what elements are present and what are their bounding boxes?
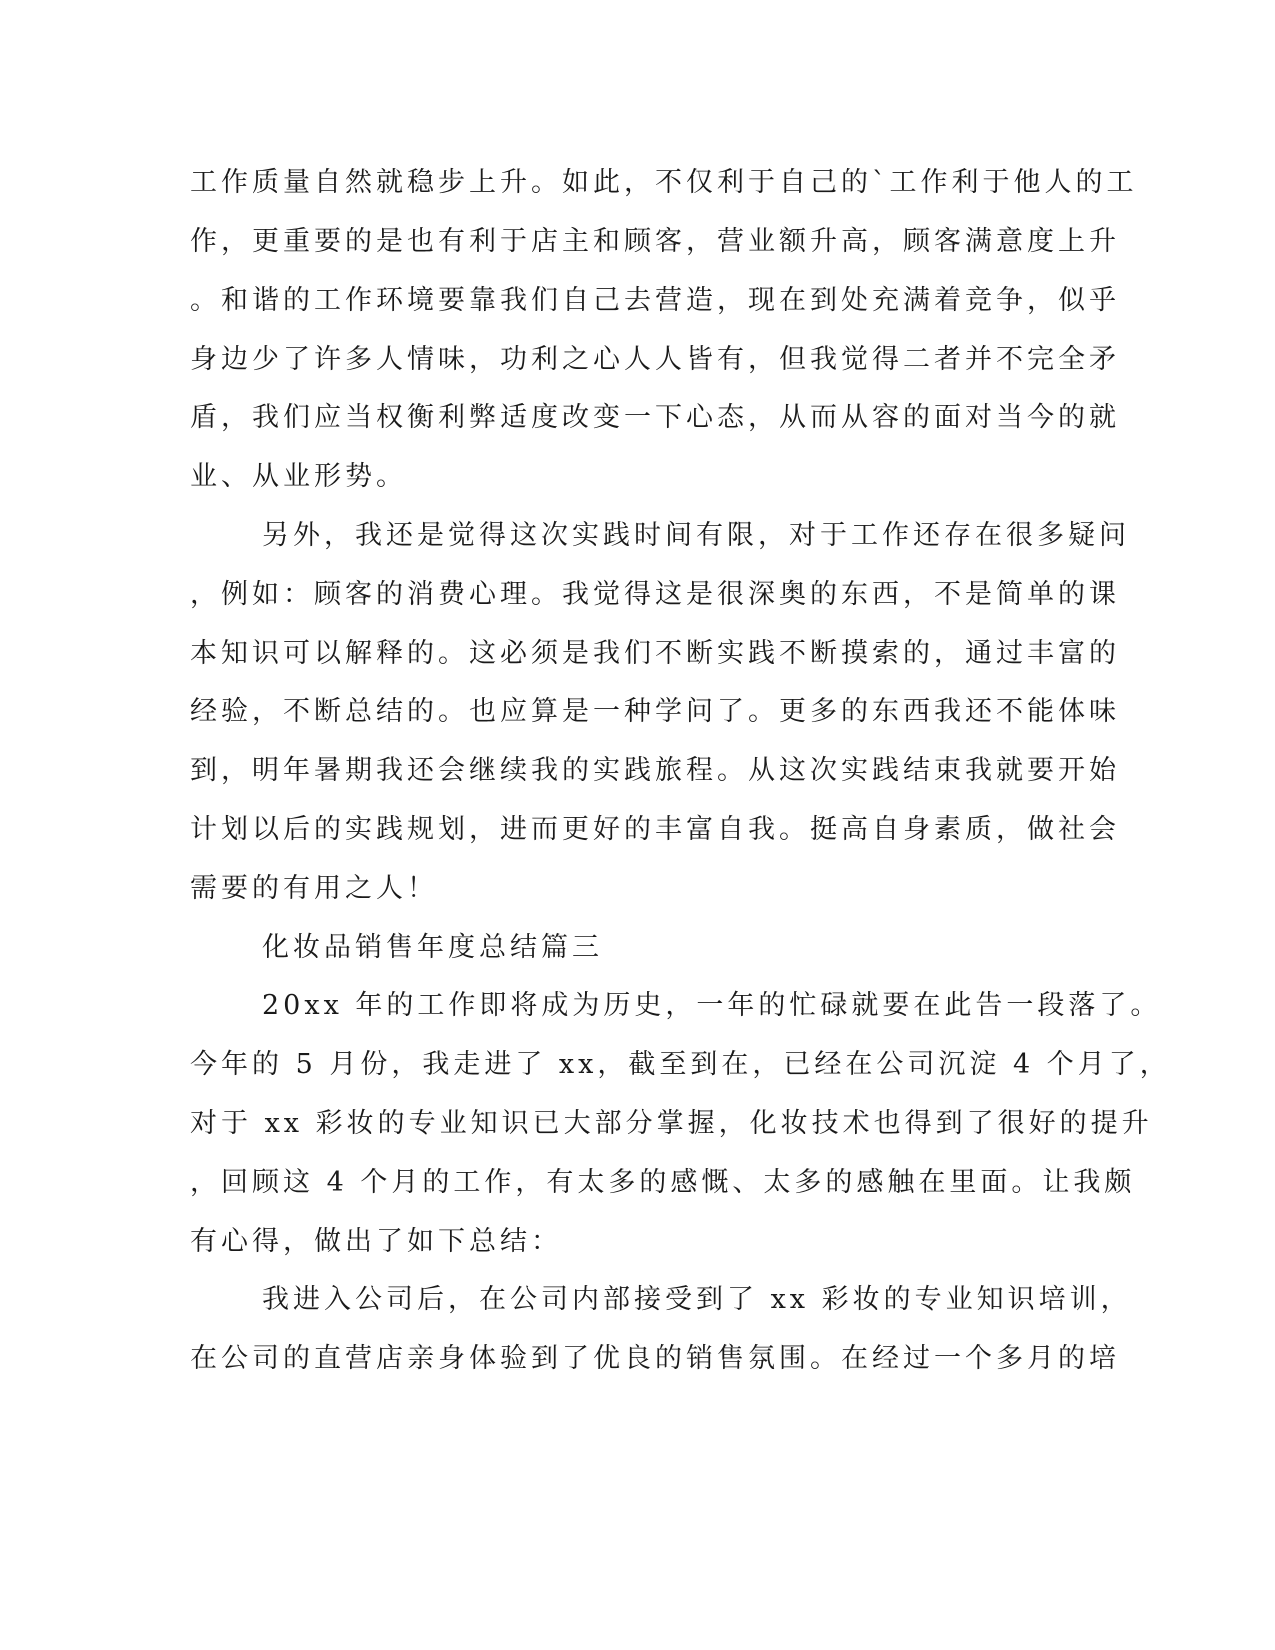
text-line: 本知识可以解释的。这必须是我们不断实践不断摸索的，通过丰富的 [190,638,1120,669]
text-line: 经验，不断总结的。也应算是一种学问了。更多的东西我还不能体味 [190,696,1120,727]
text-line: 今年的 5 月份，我走进了 xx，截至到在，已经在公司沉淀 4 个月了， [190,1049,1171,1080]
text-line: 作，更重要的是也有利于店主和顾客，营业额升高，顾客满意度上升 [190,226,1120,257]
text-line: 另外，我还是觉得这次实践时间有限，对于工作还存在很多疑问 [262,520,1130,551]
text-line: 对于 xx 彩妆的专业知识已大部分掌握，化妆技术也得到了很好的提升 [190,1108,1153,1139]
text-line: 我进入公司后，在公司内部接受到了 xx 彩妆的专业知识培训， [262,1284,1132,1315]
text-line: 有心得，做出了如下总结： [190,1226,562,1257]
text-line: 身边少了许多人情味，功利之心人人皆有，但我觉得二者并不完全矛 [190,344,1120,375]
text-line: 计划以后的实践规划，进而更好的丰富自我。挺高自身素质，做社会 [190,814,1120,845]
text-line: 工作质量自然就稳步上升。如此，不仅利于自己的`工作利于他人的工 [190,167,1138,198]
text-line: 业、从业形势。 [190,461,407,492]
text-line: 需要的有用之人！ [190,873,438,904]
section-heading: 化妆品销售年度总结篇三 [262,932,603,963]
text-line: 盾，我们应当权衡利弊适度改变一下心态，从而从容的面对当今的就 [190,402,1120,433]
text-line: ，例如：顾客的消费心理。我觉得这是很深奥的东西，不是简单的课 [190,579,1120,610]
text-line: 。和谐的工作环境要靠我们自己去营造，现在到处充满着竞争，似乎 [190,285,1120,316]
text-line: 20xx 年的工作即将成为历史，一年的忙碌就要在此告一段落了。 [262,990,1162,1021]
text-line: 在公司的直营店亲身体验到了优良的销售氛围。在经过一个多月的培 [190,1343,1120,1374]
text-line: 到，明年暑期我还会继续我的实践旅程。从这次实践结束我就要开始 [190,755,1120,786]
text-line: ，回顾这 4 个月的工作，有太多的感慨、太多的感触在里面。让我颇 [190,1167,1136,1198]
